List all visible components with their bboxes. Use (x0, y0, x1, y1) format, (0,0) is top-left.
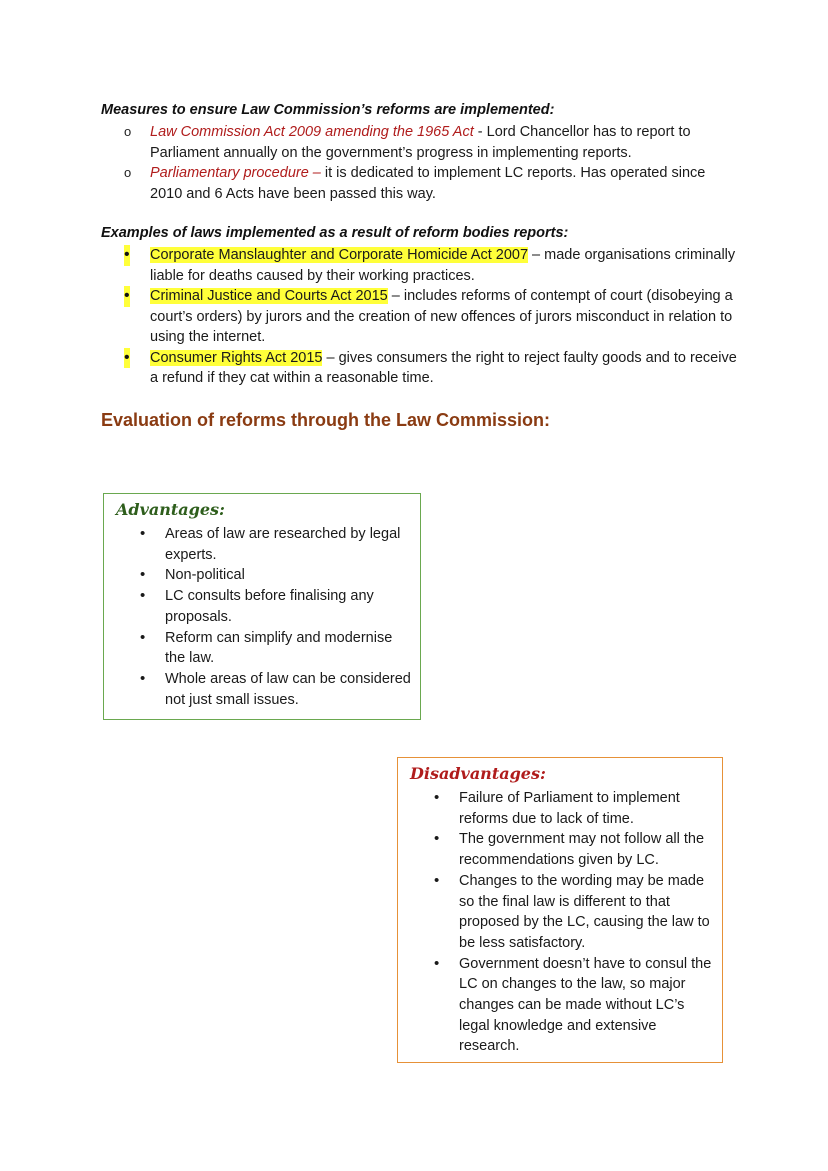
bullet-icon: • (124, 348, 130, 369)
example-title: Criminal Justice and Courts Act 2015 (150, 288, 388, 304)
measure-separator: - (473, 124, 487, 140)
disadvantages-title: Disadvantages: (410, 764, 546, 783)
list-item (101, 286, 741, 348)
list-item (104, 628, 422, 669)
advantages-title: Advantages: (116, 500, 225, 519)
bullet-icon: • (434, 871, 440, 889)
advantage-text: Non-political (165, 567, 245, 584)
list-item (101, 245, 741, 286)
disadvantage-text: Changes to the wording may be made so the final law is different to that proposed by the LC, causing the law to be less satisfactory. (459, 872, 710, 951)
measures-heading: Measures to ensure Law Commission’s reforms are implemented: (101, 102, 555, 118)
bullet-icon: • (434, 789, 440, 806)
list-item (398, 788, 724, 829)
measure-separator: – (308, 165, 325, 181)
measure-text: it is dedicated to implement LC reports. Has operated since 2010 and 6 Acts have been passed this way. (150, 165, 706, 202)
example-text: – gives consumers the right to reject faulty goods and to receive a refund if they cat within a reasonable time. (150, 349, 737, 386)
measure-title: Parliamentary procedure (150, 165, 309, 181)
example-text: – includes reforms of contempt of court (disobeying a court’s orders) by jurors and the creation of new offences of jurors misconduct in relation to using the internet. (150, 288, 733, 345)
list-item (101, 163, 741, 204)
bullet-icon: • (124, 245, 130, 266)
disadvantage-text: Failure of Parliament to implement reforms due to lack of time. (459, 790, 680, 827)
measure-title: Law Commission Act 2009 amending the 1965 Act (150, 124, 474, 140)
measures-list (101, 122, 741, 204)
list-item (104, 524, 422, 565)
measure-text: Lord Chancellor has to report to Parliament annually on the government’s progress in implementing reports. (150, 124, 691, 161)
example-text: – made organisations criminally liable for deaths caused by their working practices. (150, 247, 736, 284)
hollow-bullet-icon: o (124, 165, 132, 180)
disadvantage-text: The government may not follow all the recommendations given by LC. (459, 831, 705, 869)
list-item (101, 348, 741, 389)
example-title: Corporate Manslaughter and Corporate Homicide Act 2007 (150, 247, 529, 263)
example-title: Consumer Rights Act 2015 (150, 349, 323, 366)
list-item (104, 586, 422, 627)
bullet-icon: • (124, 286, 130, 307)
advantages-list (104, 524, 422, 710)
disadvantage-text: Government doesn’t have to consul the LC on changes to the law, so major changes can be made without LC’s legal knowledge and extensive research. (459, 955, 712, 1055)
list-item (398, 871, 724, 954)
bullet-icon: • (140, 587, 146, 605)
advantage-text: Whole areas of law can be considered not just small issues. (165, 670, 411, 708)
advantage-text: Reform can simplify and modernise the law. (165, 629, 393, 667)
examples-list (101, 245, 741, 389)
bullet-icon: • (434, 830, 440, 848)
bullet-icon: • (140, 525, 146, 542)
hollow-bullet-icon: o (124, 124, 132, 139)
list-item (398, 954, 724, 1058)
disadvantages-list (398, 788, 724, 1057)
evaluation-heading: Evaluation of reforms through the Law Commission: (101, 410, 551, 430)
list-item (104, 669, 422, 710)
bullet-icon: • (140, 566, 146, 584)
disadvantages-box (397, 757, 723, 1063)
bullet-icon: • (434, 954, 440, 972)
bullet-icon: • (140, 628, 146, 646)
examples-heading: Examples of laws implemented as a result of reform bodies reports: (101, 225, 569, 241)
advantage-text: Areas of law are researched by legal experts. (165, 526, 401, 563)
list-item (104, 565, 422, 586)
bullet-icon: • (140, 669, 146, 687)
list-item (101, 122, 741, 163)
advantages-box (103, 493, 421, 720)
list-item (398, 829, 724, 870)
advantage-text: LC consults before finalising any proposals. (165, 588, 374, 625)
